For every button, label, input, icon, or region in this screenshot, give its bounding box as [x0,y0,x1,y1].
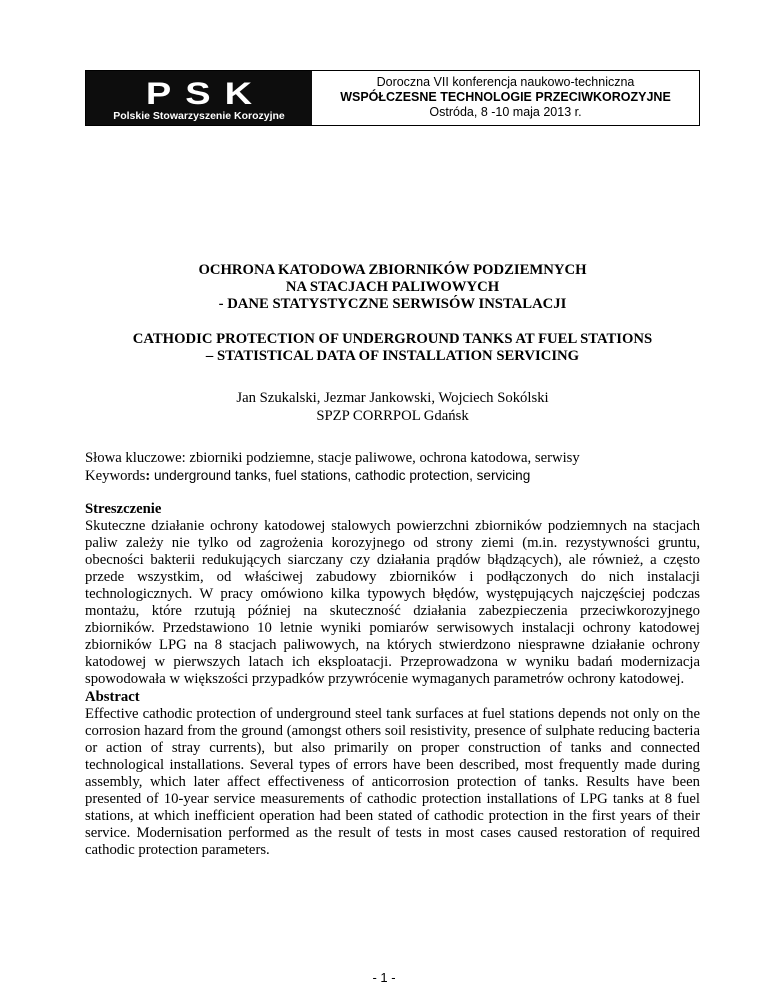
author-affiliation: SPZP CORRPOL Gdańsk [316,407,469,424]
keywords-en-label: Keywords [85,468,146,484]
abstract-pl-heading: Streszczenie [85,501,162,517]
title-english [85,331,700,365]
abstract-en-text: Effective cathodic protection of underground steel tank surfaces at fuel stations depends not only on the corrosion hazard from the ground (amongst others soil resistivity, presence of sulphate reducing bacteria or action of stray currents), but also primarily on proper construction of tanks and connected technological installations. Several types of errors have been described, most frequently made during assembly, which later affect effectiveness of anticorrosion protection of tanks. Results have been presented of 10-year service measurements of cathodic protection installations of LPG tanks at 8 fuel stations, at which inefficient operation had been stated of cathodic protection in the first years of their service. Modernisation performed as the result of tests in most cases caused restoration of required cathodic protection parameters. [85,706,700,858]
title-pl-line-1: OCHRONA KATODOWA ZBIORNIKÓW PODZIEMNYCH [198,262,587,278]
keywords-block [85,450,700,485]
conference-header [85,70,700,126]
abstract-pl-text: Skuteczne działanie ochrony katodowej stalowych powierzchni zbiorników podziemnych na stacjach paliw zależy nie tylko od zagrożenia korozyjnego od strony ziemi (m.in. rezystywności gruntu, obecności bakterii redukujących siarczany czy działania prądów błądzących), ale również, a często przede wszystkim, od właściwej zabudowy zbiorników i podłączonych do nich instalacji technologicznych. W pracy omówiono kilka typowych błędów, występujących najczęściej podczas montażu, które rzutują później na skuteczność działania zabezpieczenia przeciwkorozyjnego zbiorników. Przedstawiono 10 letnie wyniki pomiarów serwisowych instalacji ochrony katodowej zbiorników LPG na 8 stacjach paliwowych, na których stwierdzono niesprawne działanie ochrony katodowej w pierwszych latach ich eksploatacji. Przeprowadzona w wyniku badań modernizacja spowodowała w większości przypadków przywrócenie wymaganych parametrów ochrony katodowej. [85,518,700,687]
abstract-english [85,689,700,859]
keywords-pl-text: zbiorniki podziemne, stacje paliwowe, ochrona katodowa, serwisy [189,450,580,466]
keywords-english [85,467,700,485]
conference-line-2: WSPÓŁCZESNE TECHNOLOGIE PRZECIWKOROZYJNE [340,90,671,104]
logo-mark: PSK [145,76,267,111]
title-en-line-2: – STATISTICAL DATA OF INSTALLATION SERVICING [205,348,580,364]
title-pl-line-3: - DANE STATYSTYCZNE SERWISÓW INSTALACJI [218,296,567,312]
title-pl-line-2: NA STACJACH PALIWOWYCH [285,279,500,295]
title-polish [85,262,700,313]
keywords-en-colon: : [145,468,151,484]
conference-line-3: Ostróda, 8 -10 maja 2013 r. [429,105,582,119]
abstract-en-heading: Abstract [85,689,140,705]
keywords-en-text: underground tanks, fuel stations, cathodic protection, servicing [153,468,531,483]
conference-line-1: Doroczna VII konferencja naukowo-techniczna [376,75,635,89]
author-names: Jan Szukalski, Jezmar Jankowski, Wojciech Sokólski [236,390,549,406]
title-en-line-1: CATHODIC PROTECTION OF UNDERGROUND TANKS AT FUEL STATIONS [132,331,653,347]
page-number: - 1 - [372,970,396,985]
keywords-pl-label: Słowa kluczowe: [85,450,186,466]
abstract-polish [85,501,700,688]
logo-subtitle: Polskie Stowarzyszenie Korozyjne [113,109,285,122]
keywords-polish [85,450,700,467]
psk-logo [86,71,312,125]
conference-info [312,71,699,125]
authors-block [85,390,700,425]
